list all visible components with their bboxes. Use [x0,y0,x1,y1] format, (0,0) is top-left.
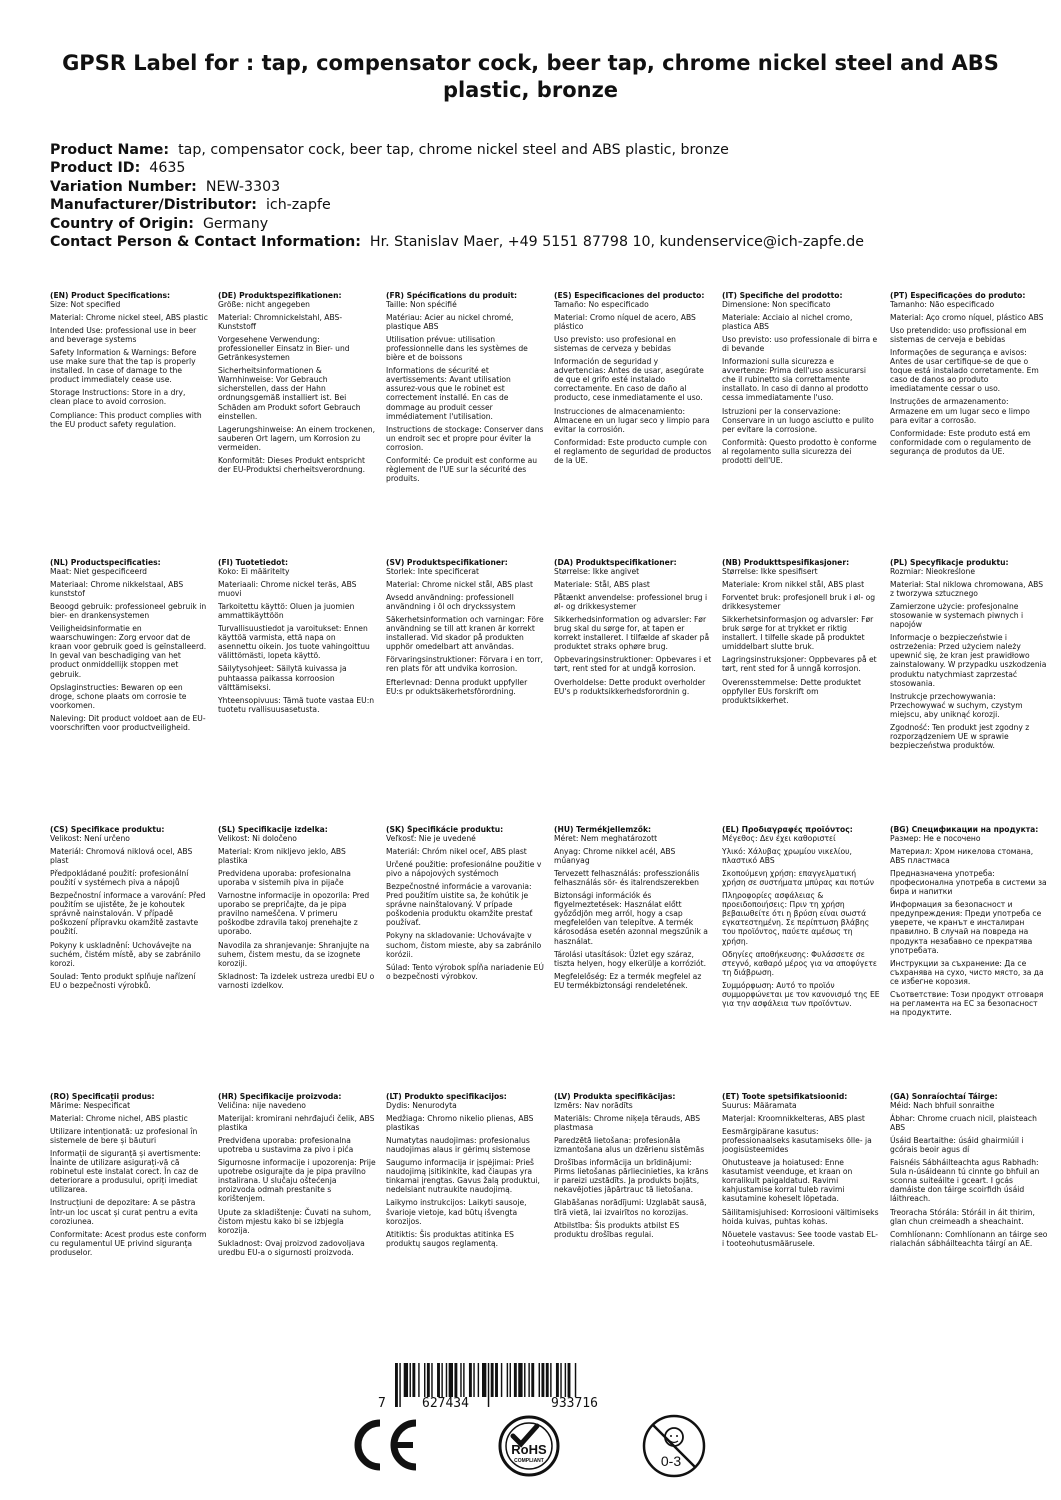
barcode-bar [510,1363,511,1397]
rohs-icon [497,1414,561,1478]
barcode-bar [469,1363,472,1397]
spec-block [722,291,880,469]
spec-paragraph: Materiaali: Chrome nickel teräs, ABS muovi [218,580,357,599]
spec-heading: (BG) Спецификации на продукта: [890,825,1039,834]
barcode-bar [560,1363,561,1397]
variation-number-label: Variation Number: [50,178,197,195]
barcode-bar [441,1363,442,1397]
spec-block [722,1092,880,1252]
spec-block [722,825,880,1012]
country-label: Country of Origin: [50,215,194,232]
spec-heading: (HU) Termékjellemzők: [554,825,652,834]
spec-paragraph: Instrucțiuni de depozitare: A se păstra într-un loc uscat și curat pentru a evita coroziunea. [50,1198,198,1226]
spec-paragraph: Koko: Ei määritelty [218,567,290,577]
spec-paragraph: Méid: Nach bhfuil sonraithe [890,1101,995,1111]
spec-paragraph: Materiál: Chróm nikel oceľ, ABS plast [386,847,527,857]
barcode-bar [528,1363,529,1397]
barcode-bar [556,1363,559,1397]
spec-heading: (DE) Produktspezifikationen: [218,291,342,300]
spec-paragraph: Материал: Хром никелова стомана, ABS пластмаса [890,847,1034,866]
spec-paragraph: Suurus: Määramata [722,1101,797,1111]
spec-paragraph: Megfelelőség: Ez a termék megfelel az EU termékbiztonsági rendeletének. [554,971,702,990]
spec-heading: (FI) Tuotetiedot: [218,558,289,567]
spec-paragraph: Dimensione: Non specificato [722,300,831,310]
variation-number-value: NEW-3303 [205,178,281,195]
spec-paragraph: Инструкции за съхранение: Да се съхранява на сухо, чисто място, за да се избегне корозия. [890,958,1044,986]
spec-paragraph: Efterlevnad: Denna produkt uppfyller EU:s pr oduktsäkerhetsförordning. [386,677,528,696]
spec-paragraph: Lagerungshinweise: An einem trockenen, sauberen Ort lagern, um Korrosion zu vermeiden. [218,424,375,452]
spec-block [50,825,208,994]
spec-paragraph: Предназначена употреба: професионална употреба в системи за бира и напитки [890,869,1047,897]
variation-number-row [50,178,1010,196]
spec-heading: (SV) Produktspecifikationer: [386,558,508,567]
age-warning-icon [640,1412,708,1480]
spec-block [50,1092,208,1261]
spec-paragraph: Yhteensopivuus: Tämä tuote vastaa EU:n tuotetu rvallisuusasetusta. [218,695,375,714]
spec-paragraph: Material: Cromo níquel de acero, ABS plástico [554,313,696,332]
barcode-bar [495,1363,498,1397]
spec-paragraph: Biztonsági információk és figyelmeztetések: Használat előtt győződjön meg arról, hogy a csap megfelelően van telepítve. A termék károsodása esetén azonnal megszűnik a használat. [554,891,708,946]
contact-label: Contact Person & Contact Information: [50,234,361,251]
barcode-bar [460,1363,461,1397]
barcode-bar [446,1363,447,1397]
spec-paragraph: Drošības informācija un brīdinājumi: Pirms lietošanas pārliecinieties, ka krāns ir pareizi uzstādīts. Ja produkts bojāts, nekavējoties jāpārtrauc tā lietošana. [554,1158,709,1195]
spec-paragraph: Conformidad: Este producto cumple con el reglamento de seguridad de productos de la UE. [554,437,712,465]
spec-paragraph: Overholdelse: Dette produkt overholder EU's p roduktsikkerhedsforordnin g. [554,677,706,696]
barcode-bar [514,1363,517,1397]
spec-paragraph: Pokyny na skladovanie: Uchovávajte v suchom, čistom mieste, aby sa zabránilo korózii. [386,931,542,959]
spec-paragraph: Paredzētā lietošana: profesionāla izmantošana alus un dzērienu sistēmās [554,1136,705,1155]
spec-paragraph: Συμμόρφωση: Αυτό το προϊόν συμμορφώνεται με τον κανονισμό της ΕΕ για την ασφάλεια των προϊόντων. [722,980,880,1008]
spec-paragraph: Informations de sécurité et avertissements: Avant utilisation assurez-vous que le robinet est correctement installé. En cas de dommage au produit cesser immédiatement l'utilisation. [386,366,511,421]
spec-paragraph: Förvaringsinstruktioner: Förvara i en torr, ren plats för att undvika korrosion. [386,655,543,674]
barcode-bar [424,1363,425,1397]
spec-paragraph: Istruzioni per la conservazione: Conservare in un luogo asciutto e pulito per evitare la corrosione. [722,406,874,434]
spec-block [890,558,1048,754]
barcode-bar [410,1363,411,1397]
spec-paragraph: Méret: Nem meghatározott [554,834,658,844]
barcode-bar [531,1363,534,1397]
spec-paragraph: Sicherheitsinformationen & Warnhinweise: Vor Gebrauch sicherstellen, dass der Hahn ordnungsgemäß installiert ist. Bei Schäden am Produkt sofort Gebrauch einstellen. [218,366,361,421]
spec-paragraph: Rozmiar: Nieokreślone [890,567,976,577]
barcode-bar [399,1363,400,1407]
spec-block [386,1092,544,1252]
product-id-label: Product ID: [50,160,141,177]
spec-paragraph: Konformität: Dieses Produkt entspricht der EU-Produktsi cherheitsverordnung. [218,455,366,474]
spec-paragraph: Compliance: This product complies with the EU product safety regulation. [50,410,202,429]
spec-paragraph: Eesmärgipärane kasutus: professionaalseks kasutamiseks õlle- ja joogisüsteemides [722,1127,872,1155]
product-info [50,141,1010,251]
spec-paragraph: Anyag: Chrome nikkel acél, ABS műanyag [554,847,676,866]
spec-heading: (DA) Produktspecifikationer: [554,558,677,567]
product-name-value: tap, compensator cock, beer tap, chrome nickel steel and ABS plastic, bronze [178,142,729,158]
manufacturer-row [50,196,1010,214]
spec-paragraph: Veličina: nije navedeno [218,1101,306,1111]
spec-paragraph: Saugumo informacija ir įspėjimai: Prieš naudojimą įsitikinkite, kad čiaupas yra tinkamai įrengtas. Gavus žalą produktui, nedelsiant nutraukite naudojimą. [386,1158,540,1195]
spec-heading: (IT) Specifiche del prodotto: [722,291,843,300]
spec-block [386,825,544,985]
spec-paragraph: Sigurnosne informacije i upozorenja: Prije upotrebe osigurajte da je pipa pravilno instalirana. U slučaju oštećenja proizvoda odmah prestanite s korištenjem. [218,1158,376,1204]
barcode-bar [518,1363,522,1397]
spec-paragraph: Medžiaga: Chromo nikelio plienas, ABS plastikas [386,1114,534,1133]
country-row [50,215,1010,233]
spec-paragraph: Atbilstība: Šis produkts atbilst ES produktu drošības regulai. [554,1220,680,1239]
spec-paragraph: Avsedd användning: professionell användning i öl och dryckssystem [386,593,516,612]
spec-paragraph: Materiaal: Chrome nikkelstaal, ABS kunststof [50,580,184,599]
spec-block [554,1092,712,1243]
spec-heading: (NL) Productspecificaties: [50,558,161,567]
spec-block [890,291,1048,460]
spec-block [50,291,208,433]
spec-paragraph: Maat: Niet gespecificeerd [50,567,147,577]
spec-paragraph: Určené použitie: profesionálne použitie v pivo a nápojových systémoch [386,860,542,879]
spec-paragraph: Materiale: Acciaio al nichel cromo, plastica ABS [722,313,853,332]
spec-block [50,558,208,736]
spec-paragraph: Sikkerhedsinformation og advarsler: Før brug skal du sørge for, at tapen er korrekt installeret. I tilfælde af skader på produktet straks ophøre brug. [554,615,710,652]
spec-paragraph: Utilisation prévue: utilisation professionnelle dans les systèmes de bière et de boissons [386,335,528,363]
spec-paragraph: Materiál: Chromová niklová ocel, ABS plast [50,847,193,866]
spec-paragraph: Veiligheidsinformatie en waarschuwingen: Zorg ervoor dat de kraan voor gebruik goed is geïnstalleerd. In geval van beschadiging van het product onmiddellijk stoppen met gebruik. [50,624,207,679]
product-name-row [50,141,1010,159]
spec-heading: (EN) Product Specifications: [50,291,171,300]
spec-paragraph: Größe: nicht angegeben [218,300,310,310]
spec-paragraph: Materiale: Stål, ABS plast [554,580,650,590]
spec-paragraph: Informazioni sulla sicurezza e avvertenze: Prima dell'uso assicurarsi che il rubinetto sia correttamente installato. In caso di danno al prodotto cessa immediatamente l'uso. [722,357,869,403]
spec-paragraph: Bezpečnostní informace a varování: Před použitím se ujistěte, že je kohoutek správně nainstalován. V případě poškození přípravku okamžitě zastavte použití. [50,891,206,937]
spec-block [386,558,544,700]
spec-paragraph: Οδηγίες αποθήκευσης: Φυλάσσετε σε στεγνό, καθαρό μέρος για να αποφύγετε τη διάβρωση. [722,949,878,977]
spec-paragraph: Størrelse: Ikke angivet [554,567,640,577]
spec-paragraph: Uso previsto: uso profesional en sistemas de cerveza y bebidas [554,335,676,354]
spec-paragraph: Faisnéis Sábháilteachta agus Rabhadh: Sula n-úsáideann tú cinnte go bhfuil an sconna suiteáilte i gceart. I gcás damáiste don táirge scoirfidh úsáid láithreach. [890,1158,1040,1204]
spec-paragraph: Atitiktis: Šis produktas atitinka ES produktų saugos reglamentą. [386,1229,514,1248]
manufacturer-label: Manufacturer/Distributor: [50,197,257,214]
barcode-bar [568,1363,571,1397]
product-id-row [50,159,1010,177]
spec-paragraph: Información de seguridad y advertencias: Antes de usar, asegúrate de que el grifo esté instalado correctamente. En caso de daño al producto, cese inmediatamente el uso. [554,357,704,403]
spec-heading: (NB) Produkttspesifikasjoner: [722,558,850,567]
barcode-digits-right: 933716 [548,1397,601,1411]
product-name-label: Product Name: [50,142,170,158]
spec-paragraph: Úsáid Beartaithe: úsáid ghairmiúil i gcórais beoir agus dí [890,1136,1024,1155]
barcode-bar [431,1363,432,1397]
barcode-bar [541,1363,544,1397]
spec-paragraph: Opbevaringsinstruktioner: Opbevares i et tørt, rent sted for at undgå korrosion. [554,655,712,674]
spec-heading: (LV) Produkta specifikācijas: [554,1092,676,1101]
spec-paragraph: Upute za skladištenje: Čuvati na suhom, čistom mjestu kako bi se izbjegla korozija. [218,1207,372,1235]
spec-paragraph: Tamaño: No especificado [554,300,649,310]
spec-paragraph: Ohutusteave ja hoiatused: Enne kasutamist veenduge, et kraan on korralikult paigaldatud. Ravimi kahjustamise korral tuleb ravimi kasutamine koheselt lõpetada. [722,1158,853,1204]
spec-paragraph: Zamierzone użycie: profesjonalne stosowanie w systemach piwnych i napojów [890,602,1024,630]
spec-paragraph: Súlad: Tento výrobok spĺňa nariadenie EÚ o bezpečnosti výrobkov. [386,962,544,981]
spec-heading: (SL) Specifikacije izdelka: [218,825,328,834]
spec-paragraph: Informații de siguranță și avertismente: Înainte de utilizare asigurați-vă că robinetul este instalat corect. În caz de deteriorare a produsului, opriți imediat utilizarea. [50,1149,201,1195]
spec-paragraph: Navodila za shranjevanje: Shranjujte na suhem, čistem mestu, da se izognete koroziji. [218,940,370,968]
spec-block [722,558,880,709]
barcode-bar [507,1363,508,1397]
spec-block [554,558,712,700]
spec-paragraph: Material: Chrome nichel, ABS plastic [50,1114,188,1124]
spec-paragraph: Treoracha Stórála: Stóráil in áit thirim, glan chun creimeadh a sheachaint. [890,1207,1035,1226]
spec-paragraph: Съответствие: Този продукт отговаря на регламента на ЕС за безопасност на продуктите. [890,989,1044,1017]
spec-heading: (GA) Sonraíochtaí Táirge: [890,1092,998,1101]
spec-paragraph: Taille: Non spécifié [386,300,457,310]
spec-paragraph: Materiāls: Chrome niķeļa tērauds, ABS plastmasa [554,1114,701,1133]
spec-block [554,291,712,469]
spec-paragraph: Utilizare intenționată: uz profesional în sistemele de bere și băuturi [50,1127,198,1146]
spec-paragraph: Υλικό: Χάλυβας χρωμίου νικελίου, πλαστικό ABS [722,847,852,866]
spec-block [218,825,376,994]
spec-paragraph: Size: Not specified [50,300,121,310]
spec-paragraph: Tervezett felhasználás: professzionális felhasználás sör- és italrendszerekben [554,869,700,888]
spec-paragraph: Material: Krom nikljevo jeklo, ABS plastika [218,847,346,866]
spec-paragraph: Opslaginstructies: Bewaren op een droge, schone plaats om corrosie te voorkomen. [50,682,187,710]
spec-paragraph: Material: Chrome nickel steel, ABS plastic [50,313,208,323]
spec-paragraph: Material: Chromnickelstahl, ABS-Kunststoff [218,313,343,332]
barcode-digit-first: 7 [375,1397,389,1411]
age-text: 0-3 [660,1453,682,1469]
spec-heading: (RO) Specificații produs: [50,1092,155,1101]
barcode-bar [482,1363,486,1397]
spec-paragraph: Material: Aço cromo níquel, plástico ABS [890,313,1044,323]
spec-paragraph: Izmērs: Nav norādīts [554,1101,633,1111]
spec-paragraph: Storlek: Inte specificerat [386,567,479,577]
barcode-bar [565,1363,566,1397]
spec-paragraph: Размер: Не е посочено [890,834,981,844]
contact-row [50,233,1010,251]
spec-paragraph: Varnostne informacije in opozorila: Pred uporabo se prepričajte, da je pipa pravilno nameščena. V primeru poškodbe zdravila takoj prenehajte z uporabo. [218,891,370,937]
spec-paragraph: Tarkoitettu käyttö: Oluen ja juomien ammattikäyttöön [218,602,355,621]
spec-paragraph: Dydis: Nenurodyta [386,1101,457,1111]
spec-paragraph: Säilytysohjeet: Säilytä kuivassa ja puhtaassa paikassa korroosion välttämiseksi. [218,664,347,692]
spec-paragraph: Beoogd gebruik: professioneel gebruik in bier- en drankensystemen [50,602,207,621]
spec-paragraph: Uso previsto: uso professionale di birra e di bevande [722,335,878,354]
spec-paragraph: Glabāšanas norādījumi: Uzglabāt sausā, tīrā vietā, lai izvairītos no korozijas. [554,1198,707,1217]
spec-paragraph: Matériau: Acier au nickel chromé, plastique ABS [386,313,514,332]
spec-paragraph: Conformité: Ce produit est conforme au règlement de l'UE sur la sécurité des produits. [386,455,538,483]
spec-heading: (CS) Specifikace produktu: [50,825,165,834]
rohs-subtext: COMPLIANT [514,1458,544,1464]
barcode-bar [546,1363,549,1397]
spec-paragraph: Velikost: Ni določeno [218,834,297,844]
contact-value: Hr. Stanislav Maer, +49 5151 87798 10, kundenservice@ich-zapfe.de [369,234,865,251]
ce-mark-icon [350,1417,422,1473]
barcode [373,1363,635,1411]
spec-block [218,558,376,718]
spec-heading: (LT) Produkto specifikacijos: [386,1092,507,1101]
spec-heading: (SK) Špecifikácie produktu: [386,825,504,834]
manufacturer-value: ich-zapfe [265,197,331,214]
spec-block [386,291,544,487]
spec-paragraph: Säkerhetsinformation och varningar: Före användning se till att kranen är korrekt installerad. Vid skador på produkten upphör omedelbart att användas. [386,615,544,652]
spec-paragraph: Uso pretendido: uso profissional em sistemas de cerveja e bebidas [890,326,1027,345]
spec-paragraph: Turvallisuustiedot ja varoitukset: Ennen käyttöä varmista, että napa on asennettu oikein. Jos tuote vahingoittuu välittömästi, lopeta käyttö. [218,624,370,661]
spec-paragraph: Säilitamisjuhised: Korrosiooni vältimiseks hoida kuivas, puhtas kohas. [722,1207,879,1226]
spec-paragraph: Sukladnost: Ovaj proizvod zadovoljava uredbu EU-a o sigurnosti proizvoda. [218,1238,365,1257]
spec-paragraph: Instrucciones de almacenamiento: Almacene en un lugar seco y limpio para evitar la corrosión. [554,406,710,434]
spec-paragraph: Materiale: Krom nikkel stål, ABS plast [722,580,865,590]
spec-paragraph: Skladnost: Ta izdelek ustreza uredbi EU o varnosti izdelkov. [218,971,375,990]
barcode-bar [524,1363,525,1397]
spec-paragraph: Laikymo instrukcijos: Laikyti sausoje, švarioje vietoje, kad būtų išvengta korozijos. [386,1198,527,1226]
spec-heading: (EL) Προδιαγραφές προϊόντος: [722,825,853,834]
spec-paragraph: Intended Use: professional use in beer and beverage systems [50,326,197,345]
spec-paragraph: Material: Chrome nickel stål, ABS plast [386,580,533,590]
spec-paragraph: Informações de segurança e avisos: Antes de usar certifique-se de que o toque está instalado corretamente. Em caso de danos ao produto imediatamente cessar o uso. [890,348,1039,394]
spec-paragraph: Soulad: Tento produkt splňuje nařízení EU o bezpečnosti výrobků. [50,971,196,990]
spec-paragraph: Naleving: Dit product voldoet aan de EU-voorschriften voor productveiligheid. [50,713,206,732]
spec-paragraph: Comhlíonann: Comhlíonann an táirge seo rialachán sábháilteachta táirgí an AE. [890,1229,1048,1248]
barcode-bar [418,1363,419,1397]
spec-heading: (PT) Especificações do produto: [890,291,1026,300]
spec-paragraph: Informacje o bezpieczeństwie i ostrzeżenia: Przed użyciem należy upewnić się, że kran jest prawidłowo zainstalowany. W przypadku uszkodzenia produktu natychmiast zaprzestać stosowania. [890,633,1047,688]
spec-paragraph: Předpokládané použití: profesionální použití v systémech piva a nápojů [50,869,189,888]
label-title: GPSR Label for : tap, compensator cock, beer tap, chrome nickel steel and ABS plastic, bronze [62,51,999,102]
spec-block [554,825,712,994]
spec-block [890,825,1048,1021]
spec-paragraph: Pokyny k uskladnění: Uchovávejte na suchém, čistém místě, aby se zabránilo korozi. [50,940,201,968]
spec-paragraph: Materijal: kromirani nehrđajući čelik, ABS plastika [218,1114,375,1133]
barcode-bar [478,1363,479,1397]
spec-paragraph: Σκοπούμενη χρήση: επαγγελματική χρήση σε συστήματα μπύρας και ποτών [722,869,874,888]
spec-paragraph: Bezpečnostné informácie a varovania: Pred použitím uistite sa, že kohútik je správne nainštalovaný. V prípade poškodenia produktu okamžite prestať používať. [386,882,533,928]
spec-block [218,1092,376,1261]
spec-paragraph: Forventet bruk: profesjonell bruk i øl- og drikkesystemer [722,593,876,612]
spec-paragraph: Materiał: Stal niklowa chromowana, ABS z tworzywa sztucznego [890,580,1044,599]
spec-paragraph: Информация за безопасност и предупреждения: Преди употреба се уверете, че кранът е инсталиран правилно. В случай на повреда на продукта незабавно се прекратява употребата. [890,900,1042,955]
spec-heading: (ET) Toote spetsifikatsioonid: [722,1092,848,1101]
spec-paragraph: Numatytas naudojimas: profesionalus naudojimas alaus ir gėrimų sistemose [386,1136,531,1155]
barcode-bar [412,1363,415,1397]
spec-paragraph: Størrelse: Ikke spesifisert [722,567,818,577]
spec-paragraph: Safety Information & Warnings: Before use make sure that the tap is properly installed. In case of damage to the product immediately cease use. [50,348,197,385]
barcode-bar [488,1363,489,1407]
barcode-bar [427,1363,430,1397]
spec-paragraph: Conformità: Questo prodotto è conforme al regolamento sulla sicurezza dei prodotti dell'UE. [722,437,877,465]
barcode-bar [449,1363,453,1397]
barcode-bar [491,1363,494,1397]
spec-heading: (HR) Specifikacije proizvoda: [218,1092,342,1101]
spec-paragraph: Conformitate: Acest produs este conform cu regulamentul UE privind siguranța produselor. [50,1229,207,1257]
spec-paragraph: Storage Instructions: Store in a dry, clean place to avoid corrosion. [50,388,186,407]
spec-paragraph: Conformidade: Este produto está em conformidade com o regulamento de segurança de produtos da UE. [890,428,1031,456]
spec-paragraph: Veľkosť: Nie je uvedené [386,834,476,844]
spec-paragraph: Overensstemmelse: Dette produktet oppfyller EUs forskrift om produktsikkerhet. [722,677,861,705]
spec-paragraph: Lagringsinstruksjoner: Oppbevares på et tørt, rent sted for å unngå korrosjon. [722,655,877,674]
spec-paragraph: Mărime: Nespecificat [50,1101,131,1111]
spec-paragraph: Instructions de stockage: Conserver dans un endroit sec et propre pour éviter la corrosion. [386,424,544,452]
rohs-text: RoHS [511,1442,547,1457]
barcode-bar [395,1363,398,1407]
spec-paragraph: Påtænkt anvendelse: professionel brug i øl- og drikkesystemer [554,593,708,612]
spec-heading: (FR) Spécifications du produit: [386,291,518,300]
product-id-value: 4635 [149,160,186,177]
barcode-bar [463,1363,464,1397]
spec-paragraph: Instruções de armazenamento: Armazene em um lugar seco e limpo para evitar a corrosão. [890,397,1030,425]
country-value: Germany [202,215,269,232]
spec-paragraph: Sikkerhetsinformasjon og advarsler: Før bruk sørge for at trykket er riktig installert. I tilfelle skade på produktet umiddelbart slutte bruk. [722,615,874,652]
barcode-digits-left: 627434 [419,1397,472,1411]
spec-paragraph: Tamanho: Não especificado [890,300,995,310]
barcode-bar [404,1363,408,1397]
barcode-bar [454,1363,457,1397]
spec-heading: (ES) Especificaciones del producto: [554,291,705,300]
spec-paragraph: Ábhar: Chrome cruach nicil, plaisteach ABS [890,1114,1037,1133]
spec-paragraph: Predviđena uporaba: profesionalna upotreba u sustavima za pivo i pića [218,1136,354,1155]
spec-paragraph: Instrukcje przechowywania: Przechowywać w suchym, czystym miejscu, aby uniknąć korozji. [890,691,1023,719]
spec-paragraph: Velikost: Není určeno [50,834,130,844]
spec-heading: (PL) Specyfikacje produktu: [890,558,1009,567]
barcode-bar [501,1363,502,1397]
spec-paragraph: Zgodność: Ten produkt jest zgodny z rozporządzeniem UE w sprawie bezpieczeństwa produktów. [890,722,1030,750]
spec-paragraph: Nõuetele vastavus: See toode vastab EL-i tooteohutusmäärusele. [722,1229,878,1248]
spec-paragraph: Μέγεθος: Δεν έχει καθοριστεί [722,834,836,844]
barcode-bar [550,1363,551,1397]
spec-paragraph: Πληροφορίες ασφάλειας & προειδοποιήσεις: Πριν τη χρήση βεβαιωθείτε ότι η βρύση είναι σωστά εγκατεστημένη. Σε περίπτωση βλάβης του προϊόντος, παύετε αμέσως τη χρήση. [722,891,870,946]
spec-block [218,291,376,478]
spec-paragraph: Tárolási utasítások: Üzlet egy száraz, tiszta helyen, hogy elkerülje a korróziót. [554,949,707,968]
spec-paragraph: Materjal: Kroomnikkelteras, ABS plast [722,1114,865,1124]
barcode-bar [473,1363,474,1397]
spec-paragraph: Predvidena uporaba: profesionalna uporaba v sistemih piva in pijače [218,869,351,888]
barcode-bar [539,1363,540,1397]
spec-paragraph: Vorgesehene Verwendung: professioneller Einsatz in Bier- und Getränkesystemen [218,335,350,363]
spec-block [890,1092,1048,1252]
barcode-bar [437,1363,440,1397]
